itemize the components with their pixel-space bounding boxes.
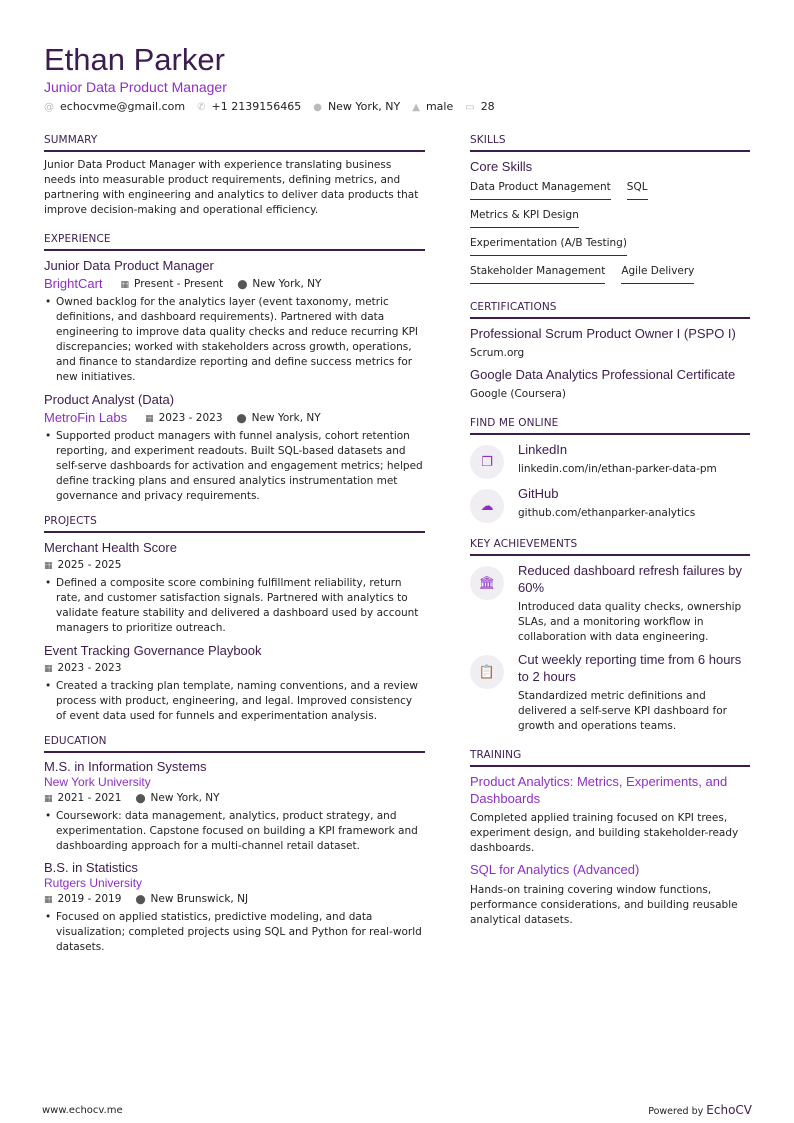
education-item — [44, 759, 425, 854]
section-heading: CERTIFICATIONS — [470, 300, 750, 319]
education-item — [44, 860, 425, 955]
powered-label: Powered by — [648, 1106, 704, 1117]
candidate-title: Junior Data Product Manager — [44, 79, 227, 95]
profile-name: LinkedIn — [518, 442, 568, 457]
skills-section — [470, 133, 750, 284]
summary-text: Junior Data Product Manager with experience translating business needs into measurable product requirements, defining metrics, and partnering with engineering and analytics to deliver data products that improve decision-making and operational efficiency. — [44, 159, 419, 216]
achievement-text: Introduced data quality checks, ownership SLAs, and a monitoring workflow in collaboration with data engineering. — [518, 601, 742, 643]
profile-link[interactable] — [470, 485, 750, 523]
cert-name: Google Data Analytics Professional Certificate — [470, 367, 736, 382]
gender: male — [425, 100, 454, 113]
profile-link[interactable] — [470, 441, 750, 479]
calendar-icon: ▦ — [44, 895, 53, 905]
achievements-section — [470, 537, 750, 734]
linkedin-icon: ❐ — [470, 445, 504, 479]
experience-section — [44, 232, 425, 504]
location: New York, NY — [327, 100, 401, 113]
profile-name: GitHub — [518, 486, 559, 501]
dates: Present - Present — [134, 277, 224, 290]
bullet: • Owned backlog for the analytics layer (event taxonomy, metric definitions, and dashboard requirements). Partnered with data engineering to improve data quality checks and reduce recurring KPI discrepancies; worked with stakeholders across growth, operations, and finance to standardize reporting and define success metrics for new initiatives. — [44, 295, 425, 385]
skill-tag: SQL — [627, 180, 648, 200]
location-icon: ⬤ — [237, 279, 248, 290]
calendar-icon: ▦ — [44, 664, 53, 674]
location: New York, NY — [150, 792, 220, 804]
achievement-title: Cut weekly reporting time from 6 hours to 2 hours — [518, 652, 742, 684]
project-item — [44, 539, 425, 636]
projects-section — [44, 514, 425, 724]
section-heading: FIND ME ONLINE — [470, 416, 750, 435]
cert-issuer: Scrum.org — [470, 347, 525, 359]
cert-name: Professional Scrum Product Owner I (PSPO I) — [470, 326, 736, 341]
bullet: • Supported product managers with funnel analysis, cohort retention reporting, and experiment readouts. Built SQL-based datasets and self-serve dashboards for activation and engagement metrics; helped define tracking plans and ensured analytics instrumentation met governance and privacy requirements. — [44, 429, 425, 504]
section-heading: EXPERIENCE — [44, 232, 425, 251]
job-title: Product Analyst (Data) — [44, 392, 175, 407]
experience-item — [44, 257, 425, 385]
section-heading: PROJECTS — [44, 514, 425, 533]
contact-bar — [44, 100, 495, 113]
profile-url[interactable]: linkedin.com/in/ethan-parker-data-pm — [518, 463, 717, 475]
achievement-item — [470, 562, 750, 645]
company: BrightCart — [44, 276, 103, 291]
calendar-icon: ▭ — [465, 102, 475, 113]
location: New York, NY — [251, 411, 321, 424]
location-icon: ⬤ — [236, 413, 247, 424]
bullet: • Focused on applied statistics, predictive modeling, and data visualization; completed projects using SQL and Python for real-world datasets. — [44, 910, 425, 955]
achievement-text: Standardized metric definitions and delivered a self-serve KPI dashboard for growth and operations teams. — [518, 690, 727, 732]
training-text: Completed applied training focused on KPI trees, experiment design, and building stakeholder-ready dashboards. — [470, 812, 739, 854]
location: New Brunswick, NJ — [150, 893, 249, 905]
bullet: • Defined a composite score combining fulfillment reliability, return rate, and customer satisfaction signals. Partnered with analytics to validate feature stability and delivered a dashboard used by account managers to prioritize outreach. — [44, 576, 425, 636]
dates: 2021 - 2021 — [57, 792, 122, 804]
candidate-name: Ethan Parker — [44, 42, 225, 77]
profile-url[interactable]: github.com/ethanparker-analytics — [518, 507, 696, 519]
skills-group: Core Skills — [470, 159, 533, 174]
bullet: • Created a tracking plan template, naming conventions, and a review process with product, engineering, and legal. Improved consistency of event data used for funnels and experimentation analysis. — [44, 679, 425, 724]
section-heading: SKILLS — [470, 133, 750, 152]
training-section — [470, 748, 750, 928]
degree: B.S. in Statistics — [44, 860, 138, 875]
bullet: • Coursework: data management, analytics, product strategy, and experimentation. Capstone focused on building a KPI framework and dashboarding approach for a multi-channel retail dataset. — [44, 809, 425, 854]
calendar-icon: ▦ — [44, 794, 53, 804]
location-icon: ● — [313, 102, 322, 113]
section-heading: TRAINING — [470, 748, 750, 767]
calendar-icon: ▦ — [44, 561, 53, 571]
at-icon: @ — [44, 102, 54, 113]
resume-header — [44, 42, 495, 113]
cert-issuer: Google (Coursera) — [470, 388, 566, 400]
training-title: SQL for Analytics (Advanced) — [470, 862, 640, 877]
summary-section — [44, 133, 425, 218]
skill-tag: Metrics & KPI Design — [470, 208, 579, 228]
skill-tag: Agile Delivery — [621, 264, 694, 284]
degree: M.S. in Information Systems — [44, 759, 207, 774]
location-icon: ⬤ — [135, 895, 146, 905]
calendar-icon: ▦ — [120, 279, 130, 290]
school: New York University — [44, 775, 151, 789]
location-icon: ⬤ — [135, 794, 146, 804]
dates: 2023 - 2023 — [158, 411, 223, 424]
calendar-icon: ▦ — [145, 413, 154, 424]
training-text: Hands-on training covering window functions, performance considerations, and building reusable analytical datasets. — [470, 884, 738, 926]
dates: 2025 - 2025 — [57, 559, 122, 571]
footer-powered — [648, 1103, 752, 1117]
email: echocvme@gmail.com — [60, 100, 186, 113]
section-heading: SUMMARY — [44, 133, 425, 152]
github-icon: ☁ — [470, 489, 504, 523]
online-section — [470, 416, 750, 523]
training-title: Product Analytics: Metrics, Experiments, and Dashboards — [470, 774, 728, 806]
achievement-item — [470, 651, 750, 734]
skill-tag: Data Product Management — [470, 180, 611, 200]
bank-icon: 🏛 — [470, 566, 504, 600]
right-column — [470, 133, 750, 938]
company: MetroFin Labs — [44, 410, 128, 425]
section-heading: KEY ACHIEVEMENTS — [470, 537, 750, 556]
experience-item — [44, 391, 425, 504]
section-heading: EDUCATION — [44, 734, 425, 753]
skill-tag: Experimentation (A/B Testing) — [470, 236, 627, 256]
school: Rutgers University — [44, 876, 143, 890]
dates: 2023 - 2023 — [57, 662, 122, 674]
skill-tags — [470, 180, 750, 284]
phone: +1 2139156465 — [211, 100, 302, 113]
age: 28 — [480, 100, 495, 113]
job-title: Junior Data Product Manager — [44, 258, 214, 273]
location: New York, NY — [252, 277, 322, 290]
project-title: Event Tracking Governance Playbook — [44, 643, 262, 658]
dates: 2019 - 2019 — [57, 893, 122, 905]
phone-icon: ✆ — [197, 102, 206, 113]
footer-site[interactable]: www.echocv.me — [42, 1105, 123, 1116]
clipboard-icon: 📋 — [470, 655, 504, 689]
education-section — [44, 734, 425, 955]
certifications-section — [470, 300, 750, 402]
left-column — [44, 133, 425, 965]
project-item — [44, 642, 425, 724]
brand-logo: EchoCV — [706, 1103, 752, 1117]
project-title: Merchant Health Score — [44, 540, 177, 555]
user-icon: ▲ — [412, 102, 420, 113]
skill-tag: Stakeholder Management — [470, 264, 605, 284]
achievement-title: Reduced dashboard refresh failures by 60% — [518, 563, 743, 595]
